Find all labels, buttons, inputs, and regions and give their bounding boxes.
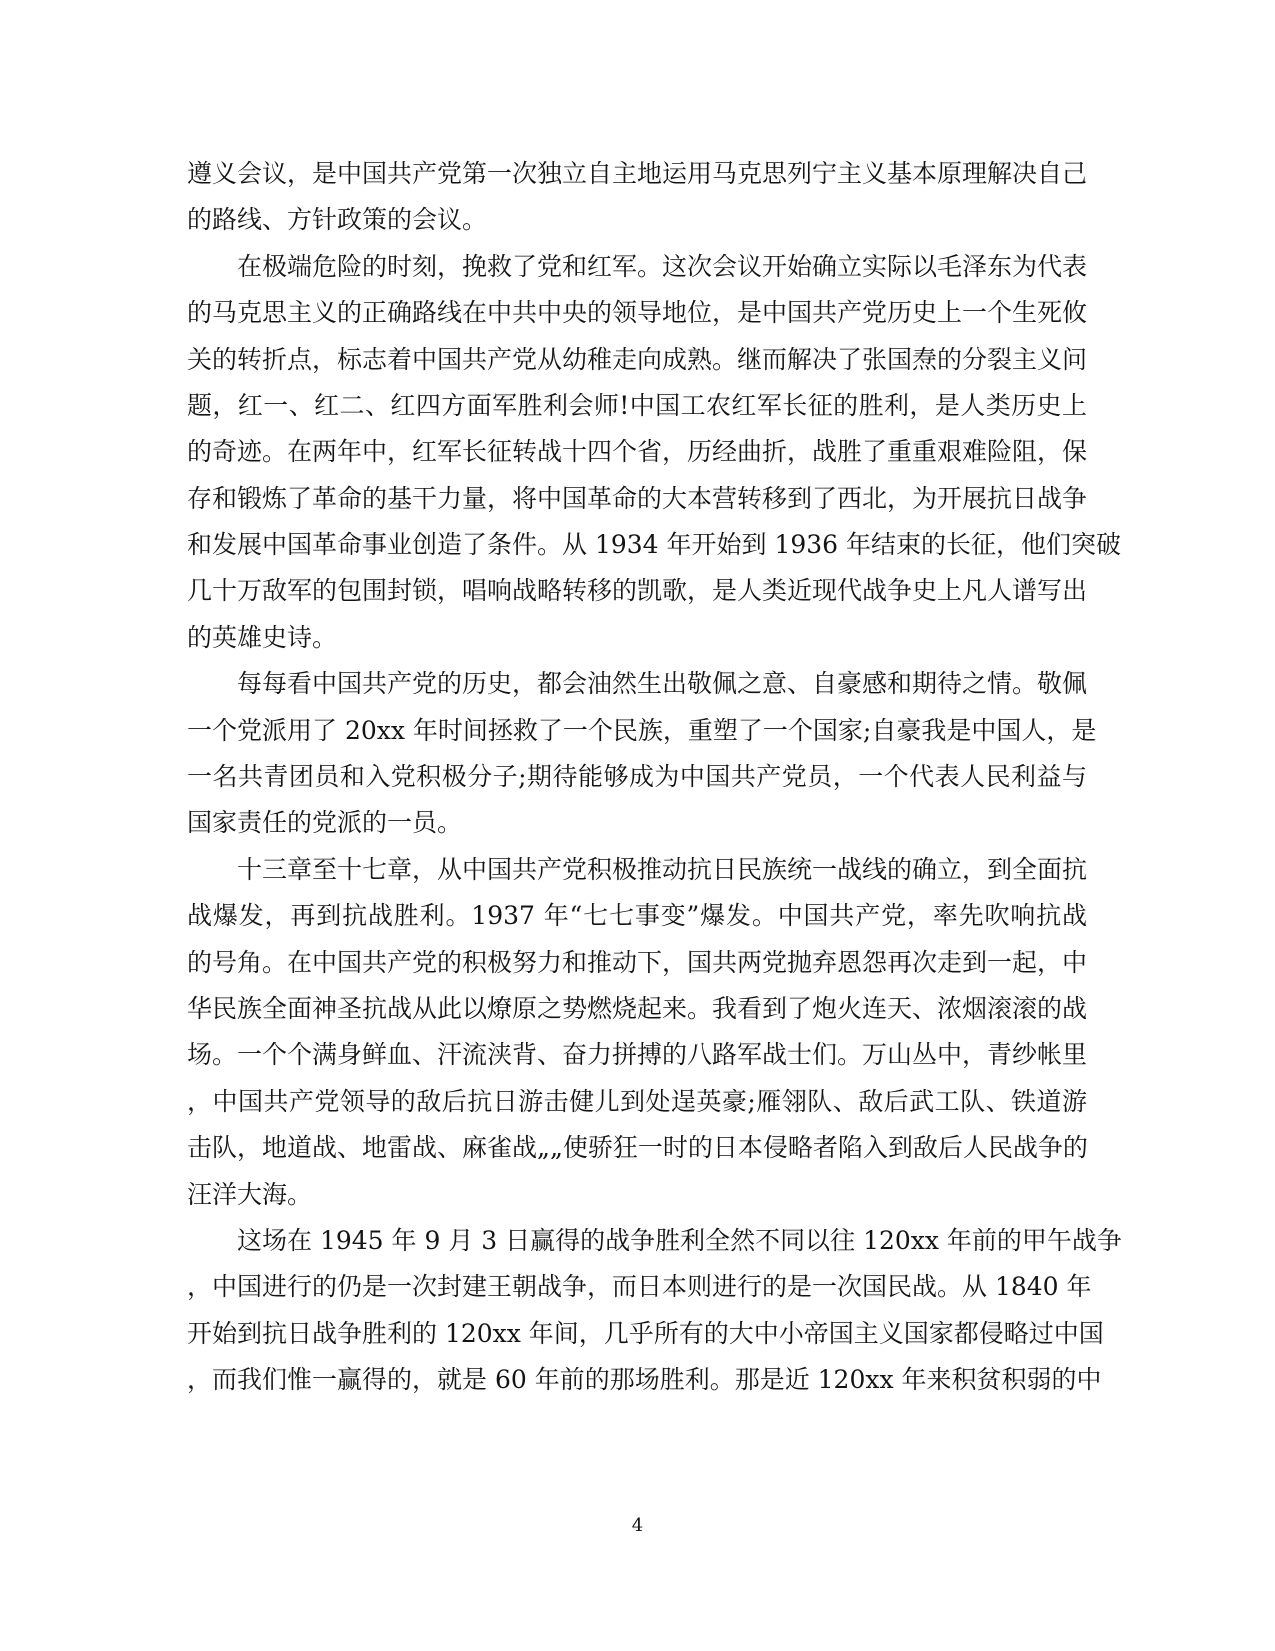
text-line: 开始到抗日战争胜利的 120xx 年间，几乎所有的大中小帝国主义国家都侵略过中国 — [187, 1319, 1104, 1348]
text-line: 这场在 1945 年 9 月 3 日赢得的战争胜利全然不同以往 120xx 年前的甲午战争 — [237, 1226, 1122, 1255]
text-line: 击队，地道战、地雷战、麻雀战„„使骄狂一时的日本侵略者陷入到敌后人民战争的 — [187, 1133, 1088, 1162]
text-line: 战爆发，再到抗战胜利。1937 年“七七事变”爆发。中国共产党，率先吹响抗战 — [187, 901, 1087, 930]
text-line: 国家责任的党派的一员。 — [187, 808, 463, 837]
text-line: 每每看中国共产党的历史，都会油然生出敬佩之意、自豪感和期待之情。敬佩 — [237, 669, 1088, 698]
page-number: 4 — [631, 1515, 644, 1536]
text-line: 的号角。在中国共产党的积极努力和推动下，国共两党抛弃恩怨再次走到一起，中 — [187, 948, 1088, 977]
text-line: 的路线、方针政策的会议。 — [187, 205, 488, 234]
text-line: 题，红一、红二、红四方面军胜利会师!中国工农红军长征的胜利，是人类历史上 — [187, 391, 1087, 420]
text-line: 的英雄史诗。 — [187, 623, 338, 652]
text-line: 和发展中国革命事业创造了条件。从 1934 年开始到 1936 年结束的长征，他们突破 — [187, 530, 1122, 559]
text-line: 在极端危险的时刻，挽救了党和红军。这次会议开始确立实际以毛泽东为代表 — [237, 252, 1088, 281]
text-line: 一个党派用了 20xx 年时间拯救了一个民族，重塑了一个国家;自豪我是中国人，是 — [187, 716, 1097, 745]
text-line: 汪洋大海。 — [187, 1180, 313, 1209]
text-line: 一名共青团员和入党积极分子;期待能够成为中国共产党员，一个代表人民利益与 — [187, 762, 1087, 791]
text-line: ，而我们惟一赢得的，就是 60 年前的那场胜利。那是近 120xx 年来积贫积弱的中 — [187, 1365, 1102, 1394]
text-line: 存和锻炼了革命的基干力量，将中国革命的大本营转移到了西北，为开展抗日战争 — [187, 484, 1088, 513]
text-line: 关的转折点，标志着中国共产党从幼稚走向成熟。继而解决了张国焘的分裂主义问 — [187, 345, 1088, 374]
text-line: 遵义会议，是中国共产党第一次独立自主地运用马克思列宁主义基本原理解决自己 — [187, 159, 1088, 188]
text-line: ，中国共产党领导的敌后抗日游击健儿到处逞英豪;雁翎队、敌后武工队、铁道游 — [187, 1087, 1087, 1116]
text-line: 十三章至十七章，从中国共产党积极推动抗日民族统一战线的确立，到全面抗 — [237, 855, 1088, 884]
text-line: 的马克思主义的正确路线在中共中央的领导地位，是中国共产党历史上一个生死攸 — [187, 298, 1088, 327]
text-line: 华民族全面神圣抗战从此以燎原之势燃烧起来。我看到了炮火连天、浓烟滚滚的战 — [187, 994, 1088, 1023]
text-line: 几十万敌军的包围封锁，唱响战略转移的凯歌，是人类近现代战争史上凡人谱写出 — [187, 576, 1088, 605]
text-line: 的奇迹。在两年中，红军长征转战十四个省，历经曲折，战胜了重重艰难险阻，保 — [187, 437, 1088, 466]
text-line: ，中国进行的仍是一次封建王朝战争，而日本则进行的是一次国民战。从 1840 年 — [187, 1272, 1092, 1301]
text-line: 场。一个个满身鲜血、汗流浃背、奋力拼搏的八路军战士们。万山丛中，青纱帐里 — [187, 1040, 1088, 1069]
